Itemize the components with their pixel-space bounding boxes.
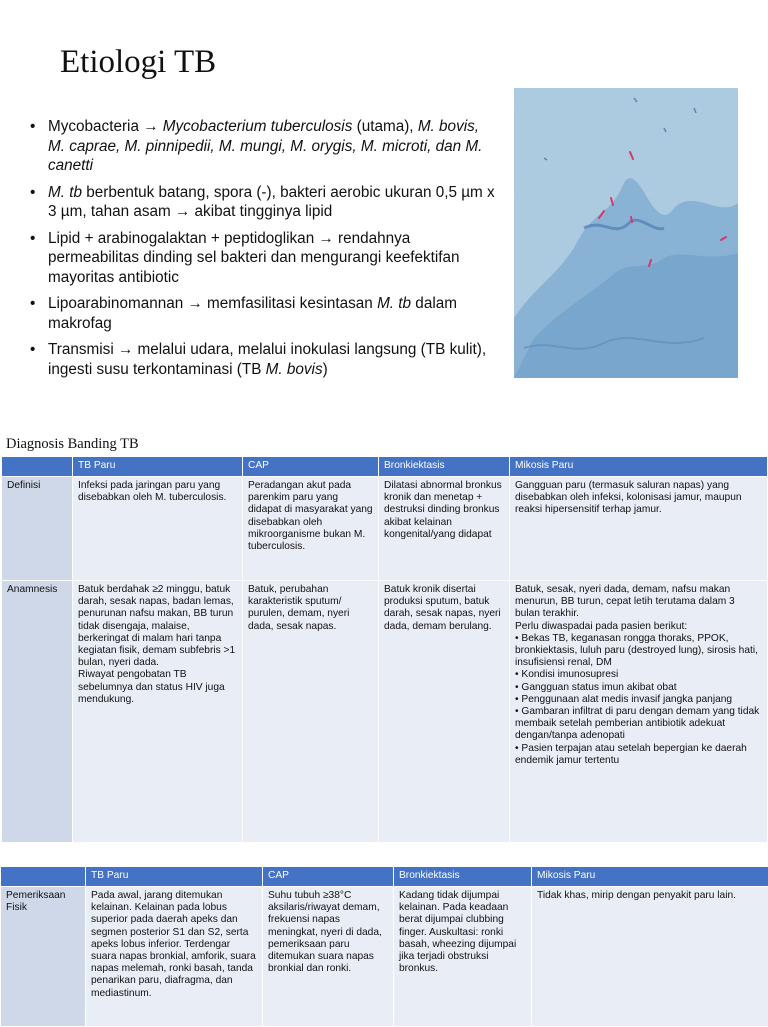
bullet-item [30,183,500,222]
bullet-dot: • [30,340,35,360]
header-corner [2,457,73,477]
section-title: Diagnosis Banding TB [6,436,139,453]
table-row [2,477,768,581]
table-header-row [2,457,768,477]
cell-fisik-cap: Suhu tubuh ≥38°C aksilaris/riwayat demam, frekuensi napas meningkat, nyeri di dada, pemeriksaan paru ditemukan suara napas bronkial dan ronki. [263,887,394,1027]
bullet-text-run: Mycobacteria → [48,118,163,135]
cell-definisi-bronkiektasis: Dilatasi abnormal bronkus kronik dan menetap + destruksi dinding bronkus akibat kelainan kongenital/yang didapat [379,477,510,581]
cell-anamnesis-tb-paru: Batuk berdahak ≥2 minggu, batuk darah, sesak napas, badan lemas, penurunan nafsu makan, BB turun tidak disengaja, malaise, berkeringat di malam hari tanpa kegiatan fisik, demam subfebris >1 bulan, nyeri dada. Riwayat pengobatan TB sebelumnya dan status HIV juga mendukung. [73,581,243,843]
bullet-dot: • [30,117,35,137]
bullet-text-run: M. tb [48,184,82,201]
table-header-row [1,867,768,887]
header-mikosis-paru: Mikosis Paru [532,867,768,887]
bullet-item [30,229,500,288]
bullet-text-run: M. bovis [266,361,323,378]
table-row [1,887,768,1027]
table-row [2,581,768,843]
header-tb-paru: TB Paru [73,457,243,477]
header-bronkiektasis: Bronkiektasis [379,457,510,477]
cell-fisik-bronkiektasis: Kadang tidak dijumpai kelainan. Pada keadaan berat dijumpai clubbing finger. Auskultasi: ronki basah, wheezing dijumpai jika terjadi obstruksi bronkus. [394,887,532,1027]
cell-definisi-cap: Peradangan akut pada parenkim paru yang didapat di masyarakat yang disebabkan oleh mikroorganisme bukan M. tuberculosis. [243,477,379,581]
cell-fisik-mikosis-paru: Tidak khas, mirip dengan penyakit paru lain. [532,887,768,1027]
bullet-text-run: Lipoarabinomannan → memfasilitasi kesintasan [48,295,377,312]
cell-anamnesis-cap: Batuk, perubahan karakteristik sputum/ purulen, demam, nyeri dada, sesak napas. [243,581,379,843]
bullet-text-run: Mycobacterium tuberculosis [163,118,353,135]
bullet-text-run: (utama), [352,118,417,135]
bullet-text-run: berbentuk batang, spora (-), bakteri aerobic ukuran 0,5 µm x 3 µm, tahan asam → akibat tingginya lipid [48,184,495,221]
bullet-item [30,294,500,333]
differential-diagnosis-table-2 [0,866,768,1027]
slide-etiologi [0,0,768,410]
bullet-dot: • [30,294,35,314]
differential-diagnosis-table-1 [1,456,768,843]
row-label-pemeriksaan-fisik: Pemeriksaan Fisik [1,887,86,1027]
bullet-text-run: Lipid + arabinogalaktan + peptidoglikan → rendahnya permeabilitas dinding sel bakteri dan mengurangi keefektifan mayoritas antibiotic [48,230,460,286]
cell-definisi-mikosis-paru: Gangguan paru (termasuk saluran napas) yang disebabkan oleh infeksi, kolonisasi jamur, maupun reaksi hipersensitif terhap jamur. [510,477,768,581]
header-corner [1,867,86,887]
header-tb-paru: TB Paru [86,867,263,887]
bullet-text-run: M. tb [377,295,411,312]
bullet-text-run: M. bovis, M. caprae, M. pinnipedii, M. mungi, M. orygis, M. microti, dan M. canetti [48,118,482,174]
header-bronkiektasis: Bronkiektasis [394,867,532,887]
slide-title: Etiologi TB [60,44,216,81]
row-label-definisi: Definisi [2,477,73,581]
header-cap: CAP [243,457,379,477]
header-mikosis-paru: Mikosis Paru [510,457,768,477]
bullet-dot: • [30,229,35,249]
cell-anamnesis-bronkiektasis: Batuk kronik disertai produksi sputum, batuk darah, sesak napas, nyeri dada, demam berulang. [379,581,510,843]
bullet-list [30,117,500,386]
bullet-item [30,340,500,379]
cell-anamnesis-mikosis-paru: Batuk, sesak, nyeri dada, demam, nafsu makan menurun, BB turun, cepat letih terutama dalam 3 bulan terakhir. Perlu diwaspadai pada pasien berikut: • Bekas TB, keganasan rongga thoraks, PPOK, bronkiektasis, luluh paru (destroyed lung), sirosis hati, insufisiensi renal, DM • Kondisi imunosupresi • Gangguan status imun akibat obat • Penggunaan alat medis invasif jangka panjang • Gambaran infiltrat di paru dengan demam yang tidak membaik setelah pemberian antibiotik adekuat dengan/tanpa adenopati • Pasien terpajan atau setelah bepergian ke daerah endemik jamur tertentu [510,581,768,843]
cell-definisi-tb-paru: Infeksi pada jaringan paru yang disebabkan oleh M. tuberculosis. [73,477,243,581]
bullet-text-run: Transmisi → melalui udara, melalui inokulasi langsung (TB kulit), ingesti susu terkontaminasi (TB [48,341,486,378]
bullet-item [30,117,500,176]
bullet-text-run: dalam makrofag [48,295,457,332]
header-cap: CAP [263,867,394,887]
bullet-dot: • [30,183,35,203]
micrograph-image [514,88,738,378]
bullet-text-run: ) [323,361,328,378]
row-label-anamnesis: Anamnesis [2,581,73,843]
cell-fisik-tb-paru: Pada awal, jarang ditemukan kelainan. Kelainan pada lobus superior pada daerah apeks dan segmen posterior S1 dan S2, serta apeks lobus inferior. Terdengar suara napas bronkial, amforik, suara napas melemah, ronki basah, tanda penarikan paru, diafragma, dan mediastinum. [86,887,263,1027]
